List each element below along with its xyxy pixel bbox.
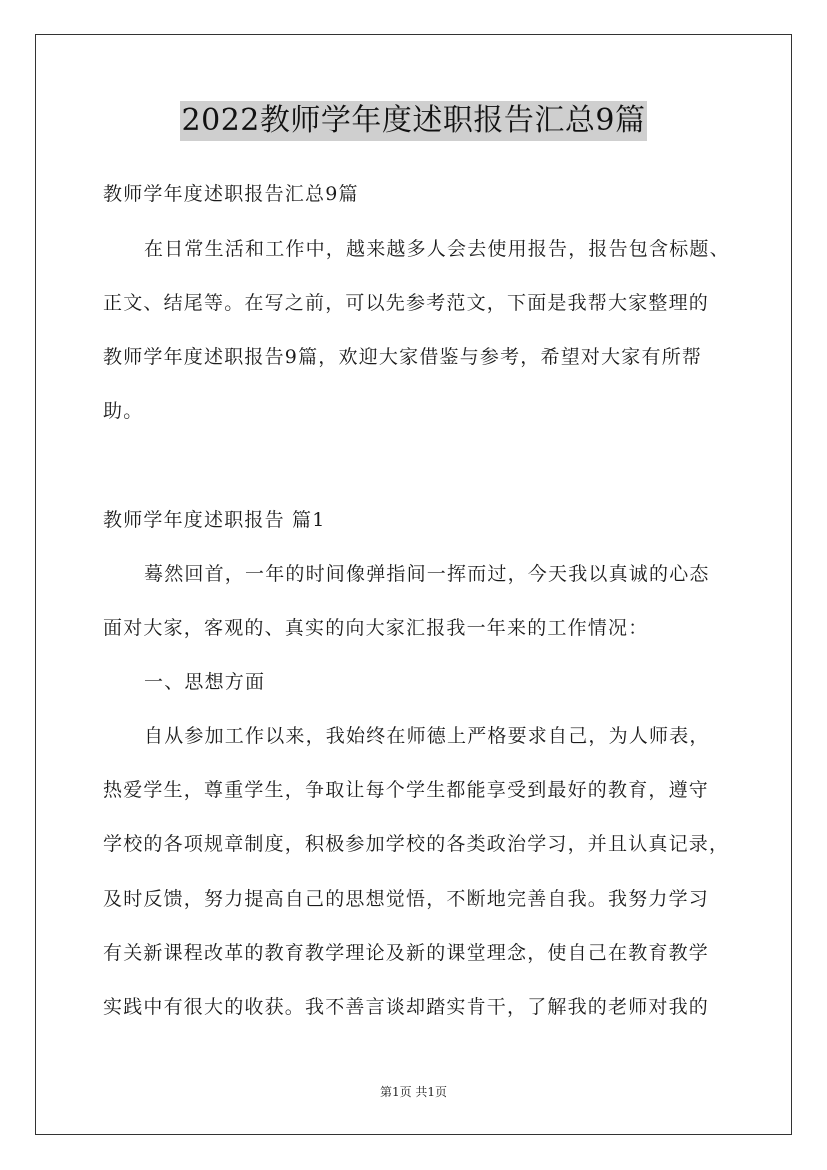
title-container [0, 101, 827, 141]
section-heading: 教师学年度述职报告 篇1 [103, 509, 326, 531]
text-line: 自从参加工作以来，我始终在师德上严格要求自己，为人师表， [144, 725, 710, 747]
text-line: 在日常生活和工作中，越来越多人会去使用报告，报告包含标题、 [144, 238, 730, 260]
text-line: 正文、结尾等。在写之前，可以先参考范文，下面是我帮大家整理的 [103, 292, 710, 314]
text-line: 热爱学生，尊重学生，争取让每个学生都能享受到最好的教育，遵守 [103, 779, 710, 801]
text-line: 实践中有很大的收获。我不善言谈却踏实肯干，了解我的老师对我的 [103, 996, 710, 1018]
subtitle-line: 教师学年度述职报告汇总9篇 [103, 183, 359, 205]
text-line: 有关新课程改革的教育教学理论及新的课堂理念，使自己在教育教学 [103, 942, 710, 964]
text-line: 教师学年度述职报告9篇，欢迎大家借鉴与参考，希望对大家有所帮 [103, 346, 703, 368]
text-line: 助。 [103, 400, 144, 422]
text-line: 蓦然回首，一年的时间像弹指间一挥而过，今天我以真诚的心态 [144, 563, 710, 585]
subsection-heading: 一、思想方面 [144, 671, 266, 693]
page-footer: 第1页 共1页 [379, 1085, 448, 1099]
text-line: 学校的各项规章制度，积极参加学校的各类政治学习，并且认真记录， [103, 833, 730, 855]
text-line: 面对大家，客观的、真实的向大家汇报我一年来的工作情况： [103, 617, 649, 639]
document-title: 2022教师学年度述职报告汇总9篇 [180, 101, 648, 141]
text-line: 及时反馈，努力提高自己的思想觉悟，不断地完善自我。我努力学习 [103, 888, 710, 910]
